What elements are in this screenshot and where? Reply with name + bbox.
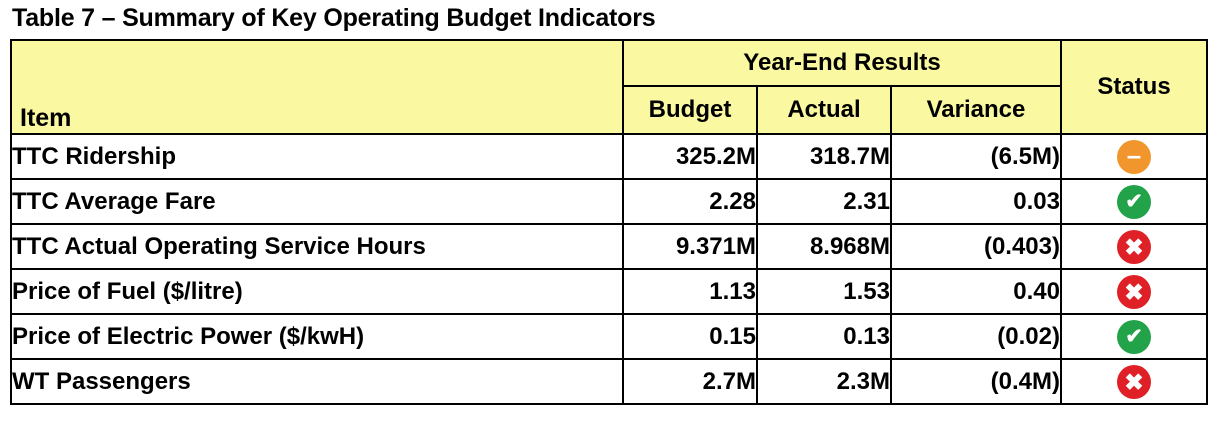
- row-budget-value: 9.371M: [623, 224, 757, 269]
- row-item-label: WT Passengers: [11, 359, 623, 404]
- minus-circle-icon: [1117, 140, 1151, 174]
- column-header-budget: Budget: [623, 86, 757, 134]
- key-operating-budget-indicators-table: [10, 39, 1208, 405]
- check-circle-icon: [1117, 185, 1151, 219]
- table-row: [11, 224, 1207, 269]
- row-status-cell: [1061, 179, 1207, 224]
- row-status-cell: [1061, 359, 1207, 404]
- row-item-label: Price of Electric Power ($/kwH): [11, 314, 623, 359]
- table-row: [11, 269, 1207, 314]
- table-header-row-group: [11, 40, 1207, 86]
- cross-circle-icon: [1117, 230, 1151, 264]
- row-status-cell: [1061, 224, 1207, 269]
- row-variance-value: (6.5M): [891, 134, 1061, 179]
- row-actual-value: 1.53: [757, 269, 891, 314]
- table-row: [11, 359, 1207, 404]
- column-header-item: Item: [20, 104, 72, 132]
- row-budget-value: 1.13: [623, 269, 757, 314]
- table-header: [11, 40, 1207, 134]
- status-glyph: –: [1126, 139, 1142, 170]
- row-variance-value: (0.403): [891, 224, 1061, 269]
- check-circle-icon: [1117, 320, 1151, 354]
- row-budget-value: 2.28: [623, 179, 757, 224]
- status-glyph: ✖: [1124, 278, 1144, 305]
- row-status-cell: [1061, 134, 1207, 179]
- column-header-year-end-results: Year-End Results: [623, 40, 1061, 86]
- row-variance-value: 0.40: [891, 269, 1061, 314]
- row-item-label: Price of Fuel ($/litre): [11, 269, 623, 314]
- row-actual-value: 2.31: [757, 179, 891, 224]
- table-row: [11, 134, 1207, 179]
- row-budget-value: 325.2M: [623, 134, 757, 179]
- status-glyph: ✖: [1124, 368, 1144, 395]
- cross-circle-icon: [1117, 275, 1151, 309]
- row-item-label: TTC Ridership: [11, 134, 623, 179]
- row-actual-value: 8.968M: [757, 224, 891, 269]
- row-actual-value: 0.13: [757, 314, 891, 359]
- row-variance-value: (0.02): [891, 314, 1061, 359]
- table-body: [11, 134, 1207, 404]
- status-glyph: ✔: [1125, 189, 1143, 213]
- page-title: Table 7 – Summary of Key Operating Budget Indicators: [12, 4, 656, 32]
- column-header-status: Status: [1061, 40, 1207, 134]
- status-glyph: ✔: [1125, 324, 1143, 348]
- row-item-label: TTC Average Fare: [11, 179, 623, 224]
- row-actual-value: 2.3M: [757, 359, 891, 404]
- row-status-cell: [1061, 314, 1207, 359]
- row-item-label: TTC Actual Operating Service Hours: [11, 224, 623, 269]
- row-budget-value: 0.15: [623, 314, 757, 359]
- table-row: [11, 314, 1207, 359]
- column-header-actual: Actual: [757, 86, 891, 134]
- column-header-variance: Variance: [891, 86, 1061, 134]
- cross-circle-icon: [1117, 365, 1151, 399]
- row-variance-value: (0.4M): [891, 359, 1061, 404]
- table-row: [11, 179, 1207, 224]
- row-variance-value: 0.03: [891, 179, 1061, 224]
- row-status-cell: [1061, 269, 1207, 314]
- row-actual-value: 318.7M: [757, 134, 891, 179]
- row-budget-value: 2.7M: [623, 359, 757, 404]
- status-glyph: ✖: [1124, 233, 1144, 260]
